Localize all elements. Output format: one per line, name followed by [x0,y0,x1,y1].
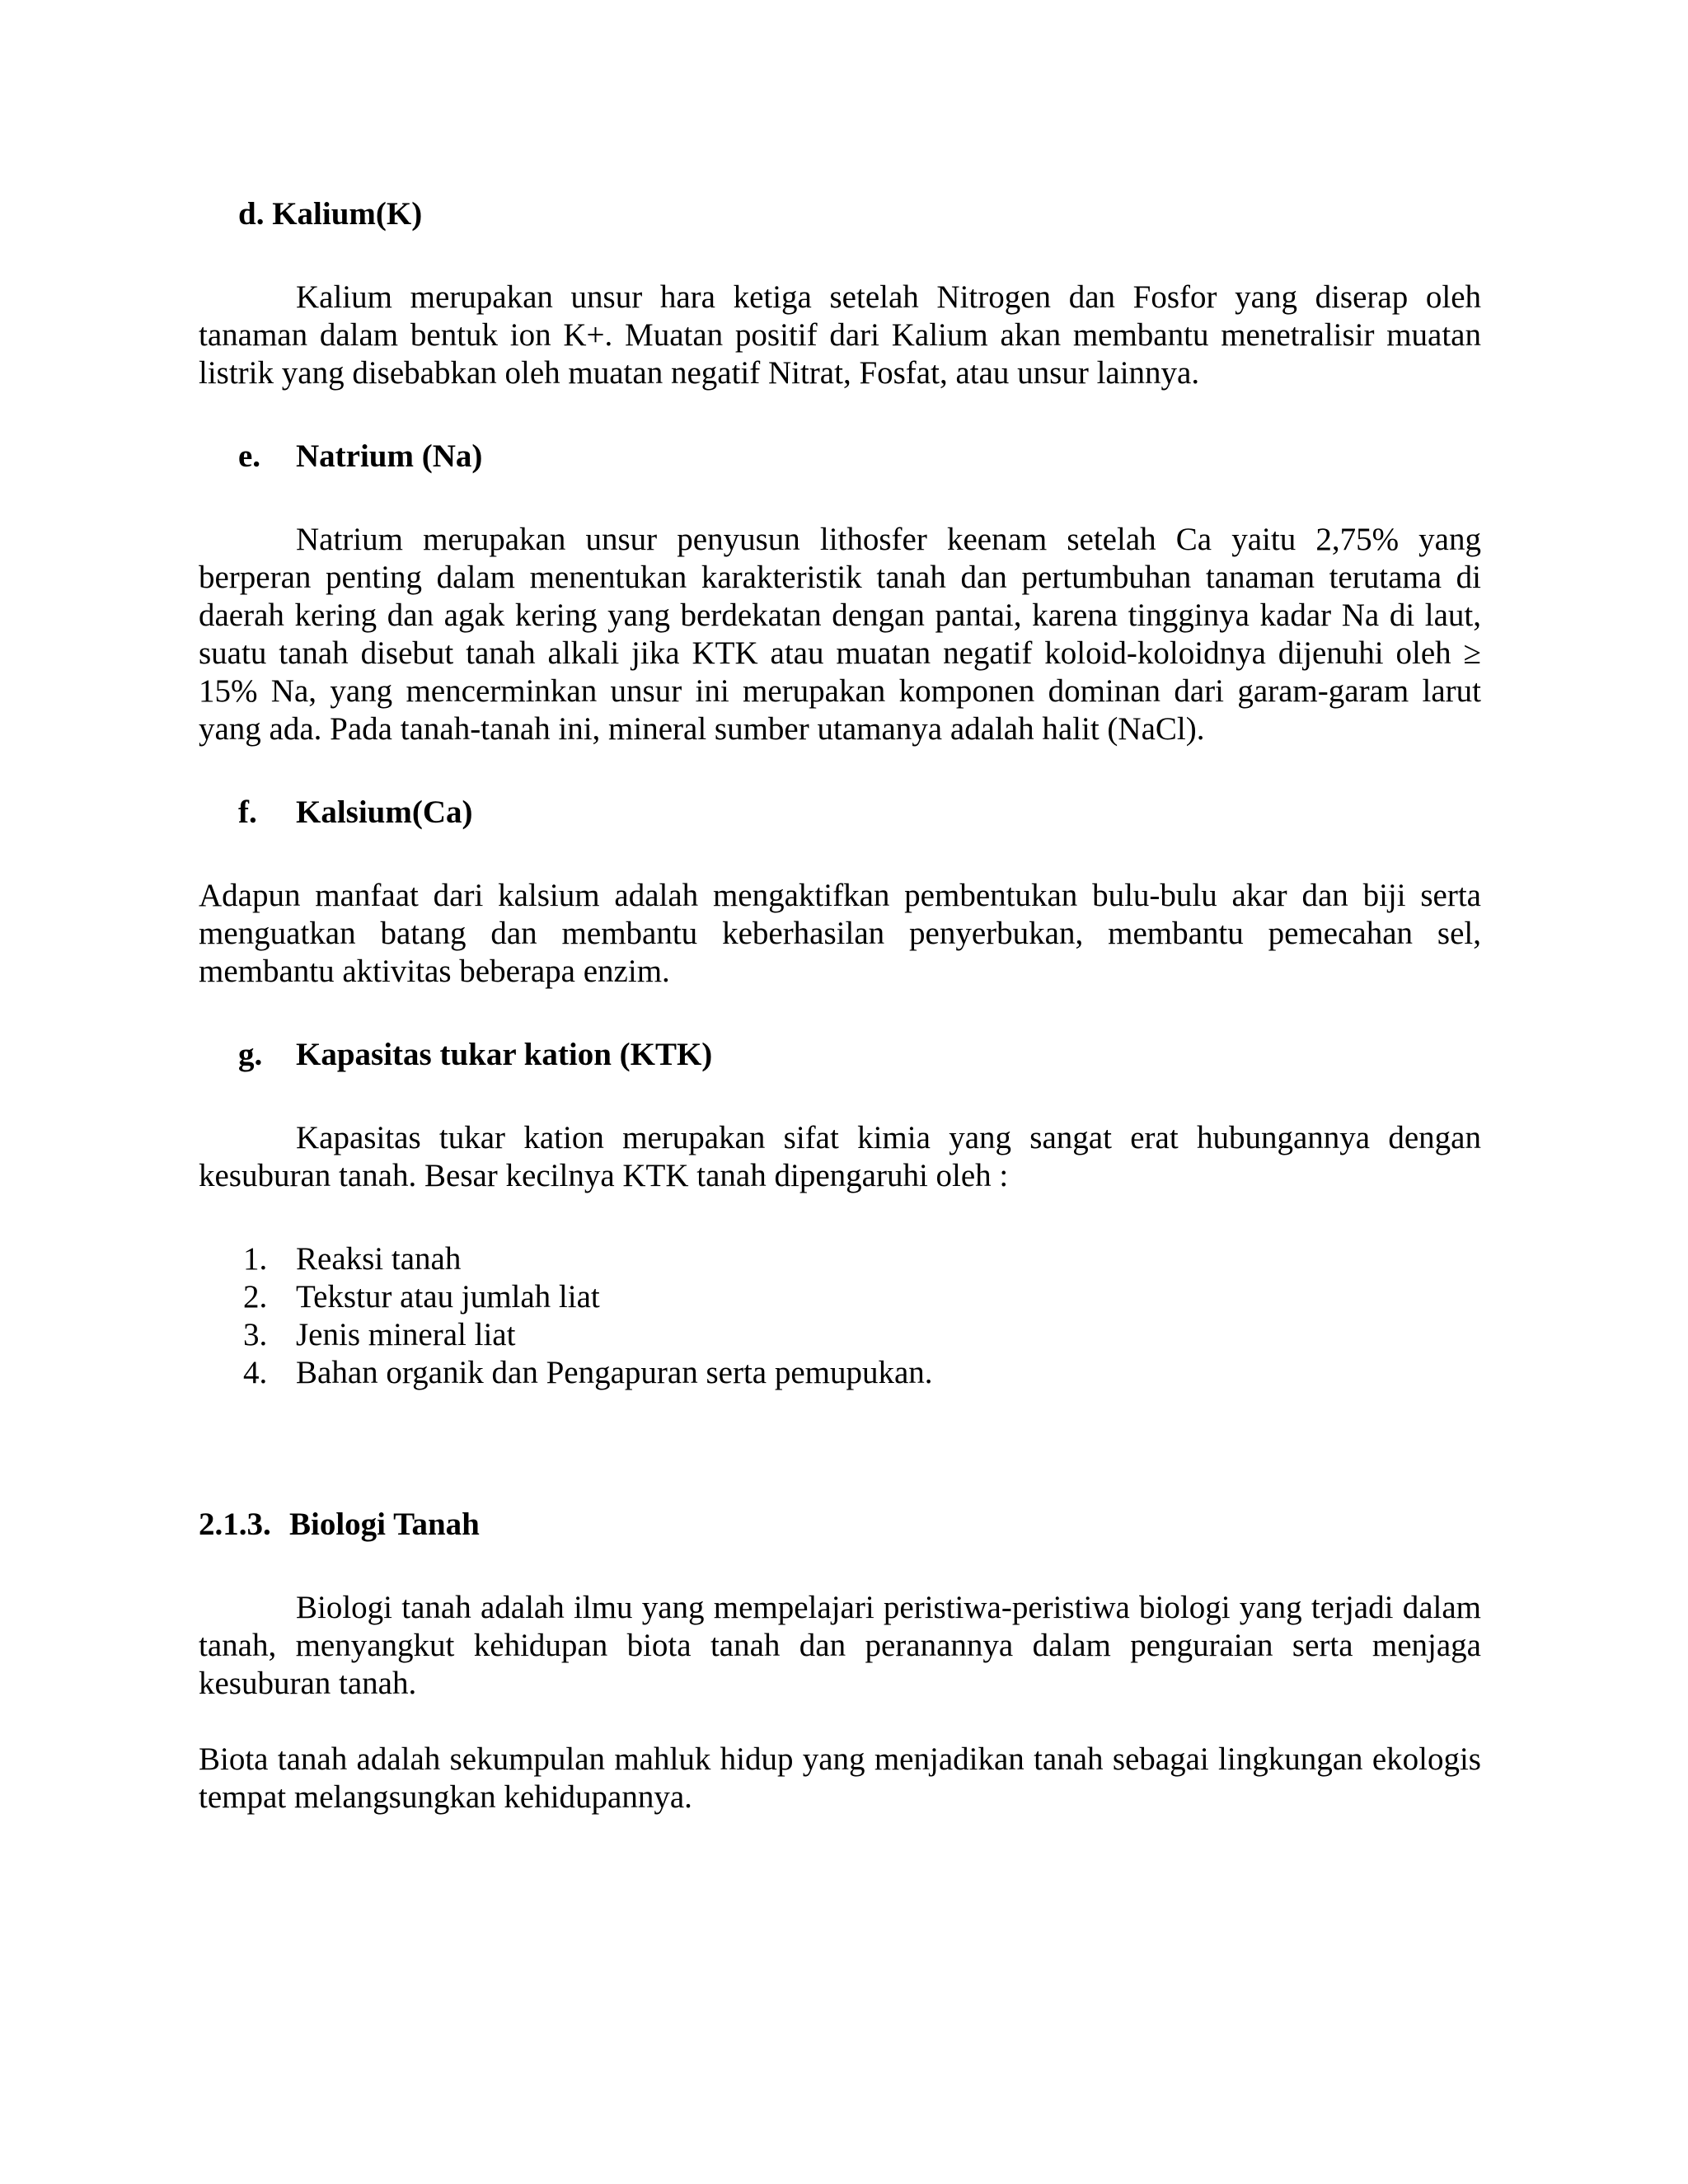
list-item [199,1354,1481,1392]
list-item-number: 2. [243,1279,268,1315]
paragraph-natrium: Natrium merupakan unsur penyusun lithosfer keenam setelah Ca yaitu 2,75% yang berperan penting dalam menentukan karakteristik tanah dan pertumbuhan tanaman terutama di daerah kering dan agak kering yang berdekatan dengan pantai, karena tingginya kadar Na di laut, suatu tanah disebut tanah alkali jika KTK atau muatan negatif koloid-koloidnya dijenuhi oleh ≥ 15% Na, yang mencerminkan unsur ini merupakan komponen dominan dari garam-garam larut yang ada. Pada tanah-tanah ini, mineral sumber utamanya adalah halit (NaCl). [199,522,1481,747]
heading-natrium-letter: e. [238,438,261,474]
list-item [199,1240,1481,1278]
list-item [199,1316,1481,1354]
heading-kalsium-letter: f. [238,794,257,830]
list-item-number: 4. [243,1355,268,1390]
list-item [199,1278,1481,1316]
heading-ktk-title: Kapasitas tukar kation (KTK) [296,1037,713,1072]
ktk-factor-list [199,1240,1481,1392]
heading-natrium-title: Natrium (Na) [296,438,483,474]
list-item-text: Jenis mineral liat [296,1317,516,1352]
list-item-number: 3. [243,1317,268,1352]
heading-ktk [199,1036,1481,1074]
paragraph-biologi-tanah: Biologi tanah adalah ilmu yang mempelajari peristiwa-peristiwa biologi yang terjadi dalam tanah, menyangkut kehidupan biota tanah dan peranannya dalam penguraian serta menjaga kesuburan tanah. [199,1590,1481,1701]
paragraph-ktk: Kapasitas tukar kation merupakan sifat kimia yang sangat erat hubungannya dengan kesuburan tanah. Besar kecilnya KTK tanah dipengaruhi oleh : [199,1120,1481,1193]
paragraph-kalsium: Adapun manfaat dari kalsium adalah mengaktifkan pembentukan bulu-bulu akar dan biji serta menguatkan batang dan membantu keberhasilan penyerbukan, membantu pemecahan sel, membantu aktivitas beberapa enzim. [199,878,1481,989]
heading-kalium: d. Kalium(K) [238,196,423,232]
section-number: 2.1.3. [199,1507,271,1542]
page-content [199,195,1481,1816]
list-item-text: Bahan organik dan Pengapuran serta pemupukan. [296,1355,933,1390]
paragraph-kalium: Kalium merupakan unsur hara ketiga setelah Nitrogen dan Fosfor yang diserap oleh tanaman dalam bentuk ion K+. Muatan positif dari Kalium akan membantu menetralisir muatan listrik yang disebabkan oleh muatan negatif Nitrat, Fosfat, atau unsur lainnya. [199,279,1481,391]
heading-biologi-tanah [199,1506,1481,1544]
heading-kalsium [199,794,1481,832]
heading-ktk-letter: g. [238,1037,263,1072]
heading-natrium [199,438,1481,476]
list-item-text: Reaksi tanah [296,1241,462,1277]
heading-kalsium-title: Kalsium(Ca) [296,794,473,830]
list-item-text: Tekstur atau jumlah liat [296,1279,600,1315]
paragraph-biota-tanah: Biota tanah adalah sekumpulan mahluk hidup yang menjadikan tanah sebagai lingkungan ekologis tempat melangsungkan kehidupannya. [199,1741,1481,1815]
section-title: Biologi Tanah [289,1507,480,1542]
list-item-number: 1. [243,1241,268,1277]
